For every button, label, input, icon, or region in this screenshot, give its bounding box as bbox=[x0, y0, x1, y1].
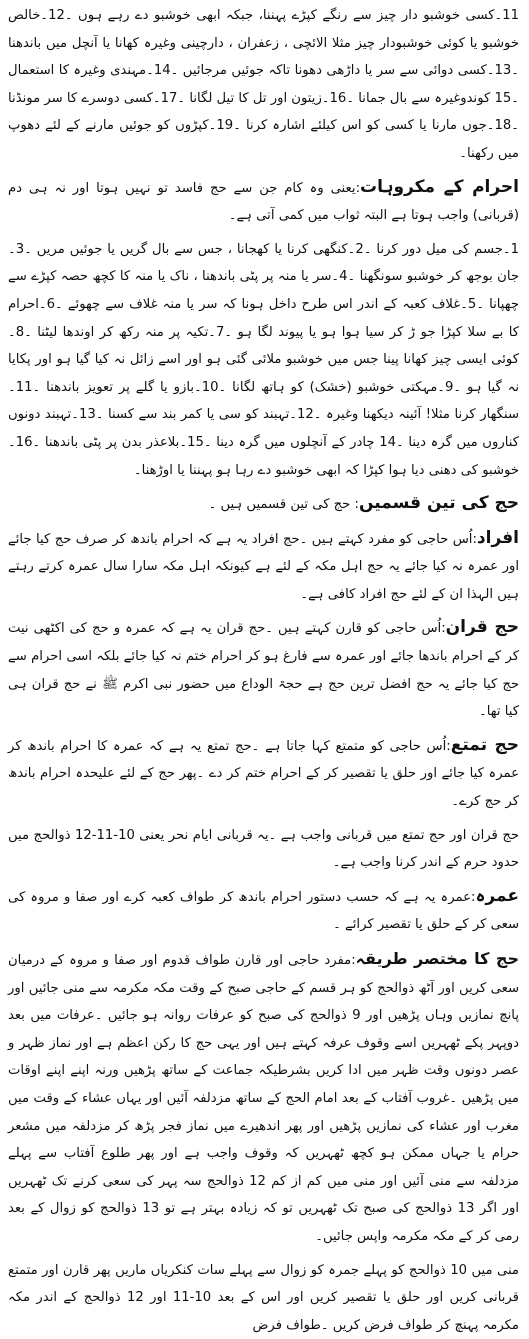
section-heading: حج کی تین قسمیں bbox=[358, 493, 519, 514]
paragraph-text: 1۔جسم کی میل دور کرنا ۔2۔کنگھی کرنا یا کھجانا ، جس سے بال گریں یا جوئیں مریں ۔3۔جان بوجھ کر خوشبو سونگھنا ۔4۔سر یا منہ پر پٹی باندھنا ، ناک یا منہ کا کچھ حصہ کپڑے سے چھپانا ۔5۔غلاف کعبہ کے اندر اس طرح داخل ہونا کہ سر یا منہ غلاف سے چھوئے ۔6۔احرام کا بے سلا کپڑا جو ڑ کر سیا ہوا ہو یا پیوند لگا ہو ۔7۔تکیہ پر منہ رکھ کر اوندھا لیٹنا ۔8۔کوئی ایسی چیز کھانا پینا جس میں خوشبو ملائی گئی ہو اور اسے زائل نہ کیا گیا ہو اور پکایا نہ گیا ہو ۔9۔مہکتی خوشبو (خشک) کو ہاتھ لگانا ۔10۔بازو یا گلے پر تعویز باندھنا ۔11۔سنگھار کرنا مثلا! آئینہ دیکھنا وغیرہ ۔12۔تہبند کو سی یا کمر بند سے کسنا ۔13۔تہبند دونوں کناروں میں گرہ دینا ۔14 چادر کے آنچلوں میں گرہ دینا ۔15۔بلاعذر بدن پر پٹی باندھنا ۔16۔خوشبو کی دھنی دیا ہوا کپڑا کہ ابھی خوشبو دے رہا ہو پہننا یا اوڑھنا۔ bbox=[8, 241, 520, 478]
paragraph-text: :مفرد حاجی اور قارن طواف قدوم اور صفا و مروہ کے درمیان سعی کریں اور آٹھ ذوالحج کو ہر قسم کے حاجی صبح کے وقت مکہ مکرمہ سے منی جائیں اور پانچ نمازیں وہاں پڑھیں اور 9 ذوالحج کی صبح کو عرفات روانہ ہو جائیں ۔عرفات میں بعد دوپہر پکے ٹھہریں اسے وقوف عرفہ کہتے ہیں اور یہی حج کا رکن اعظم ہے اور نماز ظہر و عصر دونوں وقت ظہر میں ادا کریں بشرطیکہ جماعت کے ساتھ پڑھیں ورنہ اپنے اپنے اوقات میں پڑھیں ۔غروب آفتاب کے بعد امام الحج کے ساتھ مزدلفہ آئیں اور یہاں عشاء کے وقت میں مغرب اور عشاء کی نمازیں پڑھیں اور پھر اندھیرے میں نماز فجر پڑھ کر مزدلفہ میں مشعر حرام یا جہاں ممکن ہو کچھ ٹھہریں کہ وقوف واجب ہے اور پھر طلوع آفتاب سے پہلے مزدلفہ سے منی آئیں اور منی میں کم از کم 12 ذوالحج سہ پہر کی سعی کرنے تک ٹھہریں اور اگر 13 ذوالحج کی صبح تک ٹھہریں تو کہ زیادہ بہتر ہے تو 13 ذوالحج کو زوال کے بعد رمی کر کے مکہ مکرمہ واپس جائیں۔ bbox=[8, 953, 519, 1244]
section-heading: حج قران bbox=[445, 617, 519, 638]
section-heading: احرام کے مکروہات bbox=[360, 176, 520, 197]
paragraph-text: :عمرہ یہ ہے کہ حسب دستور احرام باندھ کر طواف کعبہ کرے اور صفا و مروہ کی سعی کر کے حلق یا تقصیر کرائے ۔ bbox=[8, 889, 519, 933]
paragraph-text: منی میں 10 ذوالحج کو پہلے جمرہ کو زوال سے پہلے سات کنکریاں ماریں پھر قارن اور متمتع قربانی کریں اور حلق یا تقصیر کریں اور اس کے بعد 10-11 اور 12 ذوالحج کے اندر مکہ مکرمہ پہنچ کر طواف فرض کریں ۔طواف فرض bbox=[8, 1262, 519, 1333]
section-heading: حج کا مختصر طریقہ bbox=[355, 949, 519, 968]
paragraph-qiran bbox=[8, 614, 519, 725]
paragraph-text: حج قران اور حج تمتع میں قربانی واجب ہے ۔یہ قربانی ایام نحر یعنی 10-11-12 ذوالحج میں حدود حرم کے اندر کرنا واجب ہے۔ bbox=[8, 827, 519, 871]
paragraph-ifrad bbox=[8, 525, 519, 609]
paragraph-text: :اُس حاجی کو مفرد کہتے ہیں ۔حج افراد یہ ہے کہ احرام باندھ کر صرف حج کیا جائے اور عمرہ نہ کیا جائے یہ حج اہل مکہ کے لئے ہے کیونکہ اہل مکہ سارا سال عمرہ کرتے رہتے ہیں الہذا ان کے لئے حج افراد کافی ہے۔ bbox=[8, 531, 519, 602]
paragraph-mina bbox=[8, 1257, 519, 1339]
paragraph-text: :اُس حاجی کو قارن کہتے ہیں ۔حج قران یہ ہے کہ عمرہ و حج کی اکٹھی نیت کر کے احرام باندھا جائے اور عمرہ سے فارغ ہو کر احرام ختم نہ کیا جائے بلکہ اسی احرام سے حج کیا جائے یہ حج افضل ترین حج ہے حجۃ الوداع میں حضور نبی اکرم ﷺ نے حج قران ہی کیا تھا۔ bbox=[8, 621, 519, 720]
paragraph-ihram-prohibitions-cont bbox=[8, 2, 519, 168]
section-heading: عمرہ bbox=[475, 885, 519, 906]
paragraph-text: :اُس حاجی کو متمتع کہا جاتا ہے ۔حج تمتع یہ ہے کہ عمرہ کا احرام باندھ کر عمرہ کیا جائے اور حلق یا تقصیر کر کے احرام ختم کر دے ۔پھر حج کے لئے علیحدہ احرام باندھ کر حج کرے۔ bbox=[8, 738, 519, 810]
paragraph-text: : حج کی تین قسمیں ہیں ۔ bbox=[208, 497, 359, 513]
paragraph-hajj-types bbox=[8, 490, 519, 519]
paragraph-text: :یعنی وہ کام جن سے حج فاسد تو نہیں ہوتا اور نہ ہی دم (قربانی) واجب ہوتا ہے البتہ ثواب میں کمی آتی ہے۔ bbox=[8, 180, 519, 224]
paragraph-tamattu bbox=[8, 732, 519, 816]
section-heading: حج تمتع bbox=[450, 734, 519, 755]
section-heading: افراد bbox=[476, 527, 519, 548]
paragraph-umrah bbox=[8, 883, 519, 939]
paragraph-text: 11۔کسی خوشبو دار چیز سے رنگے کپڑے پہننا، جبکہ ابھی خوشبو دے رہے ہوں ۔12۔خالص خوشبو یا کوئی خوشبودار چیز مثلا الائچی ، زعفران ، دارچینی وغیرہ کھانا یا آنچل میں باندھنا ۔13۔کسی دوائی سے سر یا داڑھی دھونا تاکہ جوئیں مرجائیں ۔14۔مہندی وغیرہ کا استعمال ۔15 کوندوغیرہ سے بال جمانا ۔16۔زیتون اور تل کا تیل لگانا ۔17۔کسی دوسرے کا سر مونڈنا ۔18۔جوں مارنا یا کسی کو اس کیلئے اشارہ کرنا ۔19۔کپڑوں کو جوئیں مارنے کے لئے دھوپ میں رکھنا۔ bbox=[8, 8, 520, 161]
paragraph-makroohat-list bbox=[8, 236, 519, 484]
paragraph-hajj-method bbox=[8, 945, 519, 1251]
paragraph-qurbani bbox=[8, 822, 519, 877]
paragraph-makroohat bbox=[8, 174, 519, 230]
